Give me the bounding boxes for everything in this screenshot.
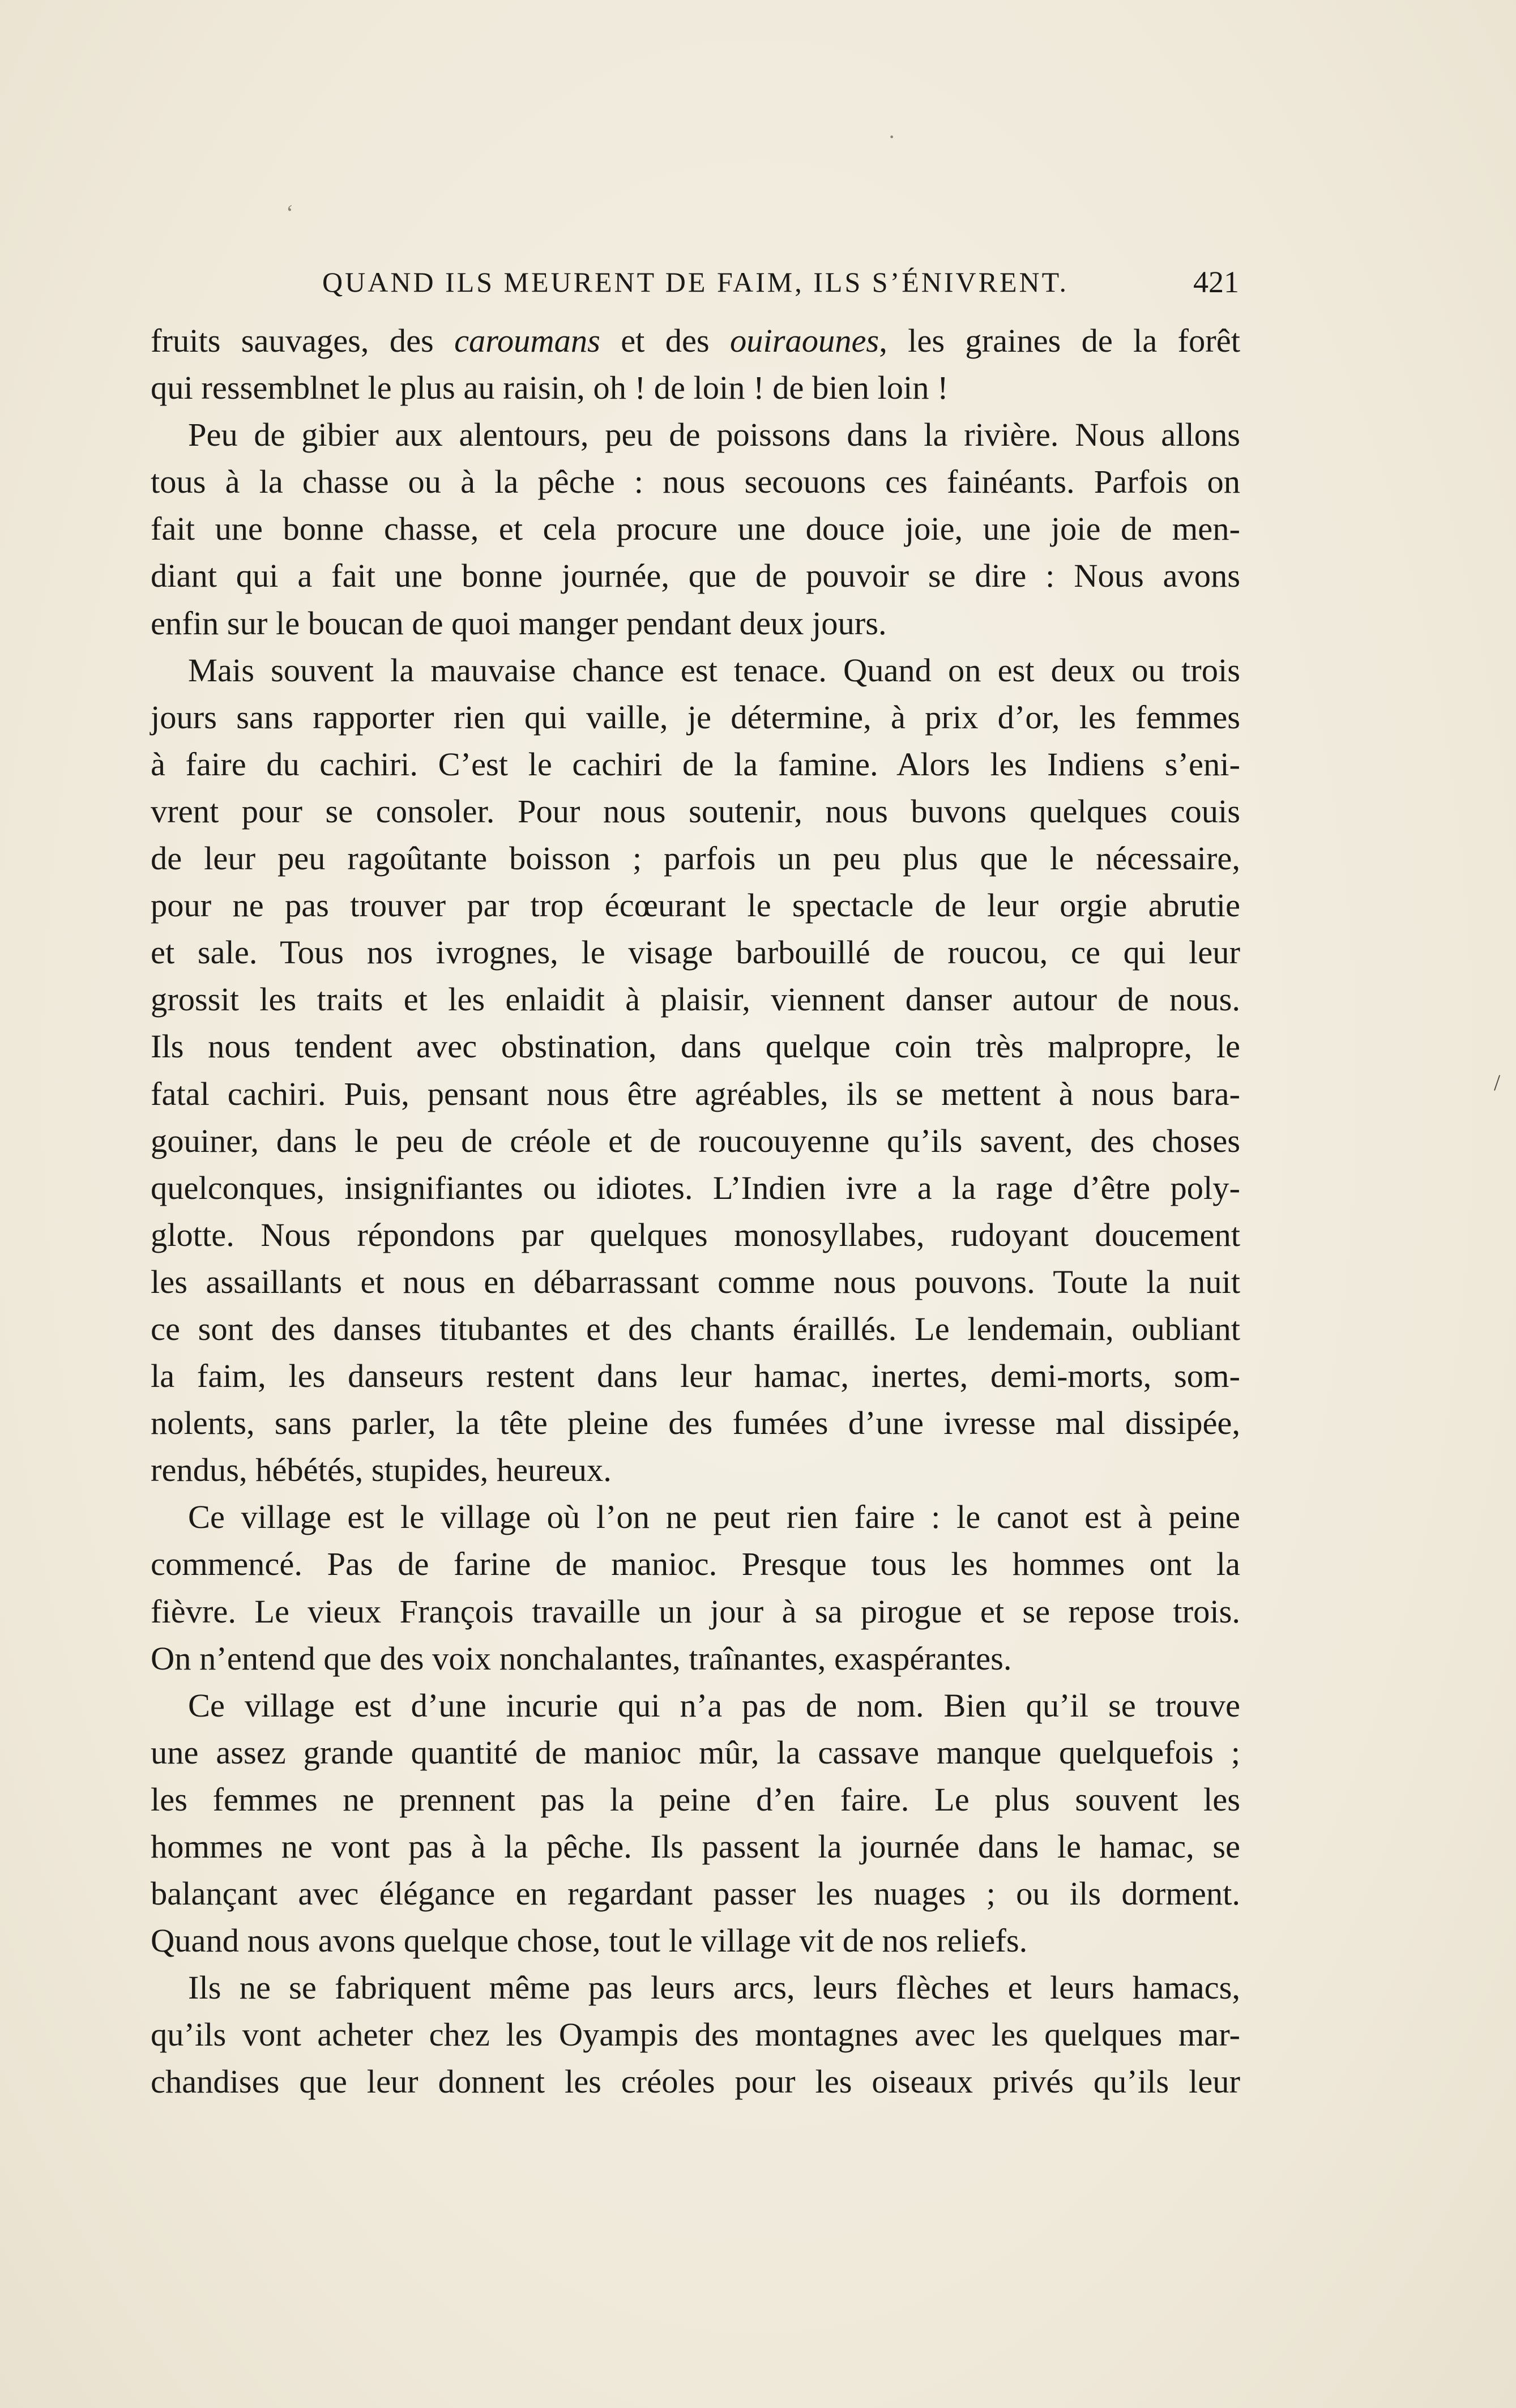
text-line: fruits sauvages, des caroumans et des ouiraounes, les graines de la forêt — [151, 322, 1240, 359]
text-line: la faim, les danseurs restent dans leur hamac, inertes, demi-morts, som- — [151, 1357, 1240, 1395]
paragraph — [151, 600, 1240, 647]
paragraph — [151, 1964, 1240, 2105]
text-line: de leur peu ragoûtante boisson ; parfois un peu plus que le nécessaire, — [151, 840, 1240, 877]
text-line: Ce village est le village où l’on ne peut rien faire : le canot est à peine — [188, 1498, 1240, 1536]
paragraph — [151, 364, 1240, 411]
text-line: gouiner, dans le peu de créole et de roucouyenne qu’ils savent, des choses — [151, 1122, 1240, 1159]
text-line: quelconques, insignifiantes ou idiotes. L’Indien ivre a la rage d’être poly- — [151, 1169, 1240, 1206]
running-head — [152, 259, 1239, 305]
text-line: tous à la chasse ou à la pêche : nous secouons ces fainéants. Parfois on — [151, 463, 1240, 501]
text-line: pour ne pas trouver par trop écœurant le spectacle de leur orgie abrutie — [151, 887, 1240, 924]
text-line: Peu de gibier aux alentours, peu de poissons dans la rivière. Nous allons — [188, 416, 1240, 454]
text-line: à faire du cachiri. C’est le cachiri de la famine. Alors les Indiens s’eni- — [151, 745, 1240, 783]
running-title: QUAND ILS MEURENT DE FAIM, ILS S’ÉNIVRENT. — [322, 266, 1069, 298]
text-line: qui ressemblnet le plus au raisin, oh ! de loin ! de bien loin ! — [151, 369, 949, 407]
speck-mark: ‘ — [286, 200, 294, 225]
text-line: les femmes ne prennent pas la peine d’en faire. Le plus souvent les — [151, 1781, 1240, 1818]
text-line: nolents, sans parler, la tête pleine des fumées d’une ivresse mal dissipée, — [151, 1404, 1240, 1442]
text-line: Quand nous avons quelque chose, tout le village vit de nos reliefs. — [151, 1922, 1028, 1959]
text-line: glotte. Nous répondons par quelques monosyllabes, rudoyant doucement — [151, 1216, 1240, 1253]
text-line: grossit les traits et les enlaidit à plaisir, viennent danser autour de nous. — [151, 981, 1240, 1018]
paragraph — [151, 411, 1240, 599]
text-line: On n’entend que des voix nonchalantes, traînantes, exaspérantes. — [151, 1640, 1012, 1677]
text-line: Mais souvent la mauvaise chance est tenace. Quand on est deux ou trois — [188, 651, 1240, 689]
text-line: hommes ne vont pas à la pêche. Ils passent la journée dans le hamac, se — [151, 1828, 1240, 1865]
paragraph — [151, 647, 1240, 1447]
paragraph — [151, 1635, 1240, 1682]
paragraph — [151, 1682, 1240, 1917]
text-line: qu’ils vont acheter chez les Oyampis des montagnes avec les quelques mar- — [151, 2016, 1240, 2053]
text-line: commencé. Pas de farine de manioc. Presque tous les hommes ont la — [151, 1545, 1240, 1583]
text-line: les assaillants et nous en débarrassant comme nous pouvons. Toute la nuit — [151, 1263, 1240, 1300]
text-line: vrent pour se consoler. Pour nous soutenir, nous buvons quelques couis — [151, 792, 1240, 830]
text-line: rendus, hébétés, stupides, heureux. — [151, 1451, 612, 1489]
text-line: fièvre. Le vieux François travaille un jour à sa pirogue et se repose trois. — [151, 1592, 1240, 1630]
paragraph — [151, 317, 1240, 364]
text-line: Ce village est d’une incurie qui n’a pas de nom. Bien qu’il se trouve — [188, 1687, 1240, 1724]
italic-term: ouiraounes — [729, 322, 879, 359]
speck-mark: / — [1494, 1070, 1501, 1095]
text-line: Ils ne se fabriquent même pas leurs arcs, leurs flèches et leurs hamacs, — [188, 1969, 1240, 2006]
body-text — [151, 317, 1240, 2106]
page-number: 421 — [1193, 265, 1239, 299]
text-line: enfin sur le boucan de quoi manger pendant deux jours. — [151, 604, 887, 642]
text-line: ce sont des danses titubantes et des chants éraillés. Le lendemain, oubliant — [151, 1310, 1240, 1347]
text-line: fatal cachiri. Puis, pensant nous être agréables, ils se mettent à nous bara- — [151, 1075, 1240, 1112]
text-line: une assez grande quantité de manioc mûr, la cassave manque quelquefois ; — [151, 1734, 1240, 1771]
paragraph — [151, 1446, 1240, 1493]
text-line: jours sans rapporter rien qui vaille, je détermine, à prix d’or, les femmes — [151, 698, 1240, 736]
text-line: fait une bonne chasse, et cela procure une douce joie, une joie de men- — [151, 510, 1240, 548]
italic-term: caroumans — [454, 322, 600, 359]
paragraph — [151, 1917, 1240, 1964]
paragraph — [151, 1493, 1240, 1634]
text-line: balançant avec élégance en regardant passer les nuages ; ou ils dorment. — [151, 1875, 1240, 1912]
text-line: Ils nous tendent avec obstination, dans quelque coin très malpropre, le — [151, 1028, 1240, 1065]
text-line: chandises que leur donnent les créoles pour les oiseaux privés qu’ils leur — [151, 2063, 1240, 2100]
text-line: diant qui a fait une bonne journée, que de pouvoir se dire : Nous avons — [151, 557, 1240, 595]
text-line: et sale. Tous nos ivrognes, le visage barbouillé de roucou, ce qui leur — [151, 934, 1240, 971]
speck-mark: · — [888, 124, 896, 150]
